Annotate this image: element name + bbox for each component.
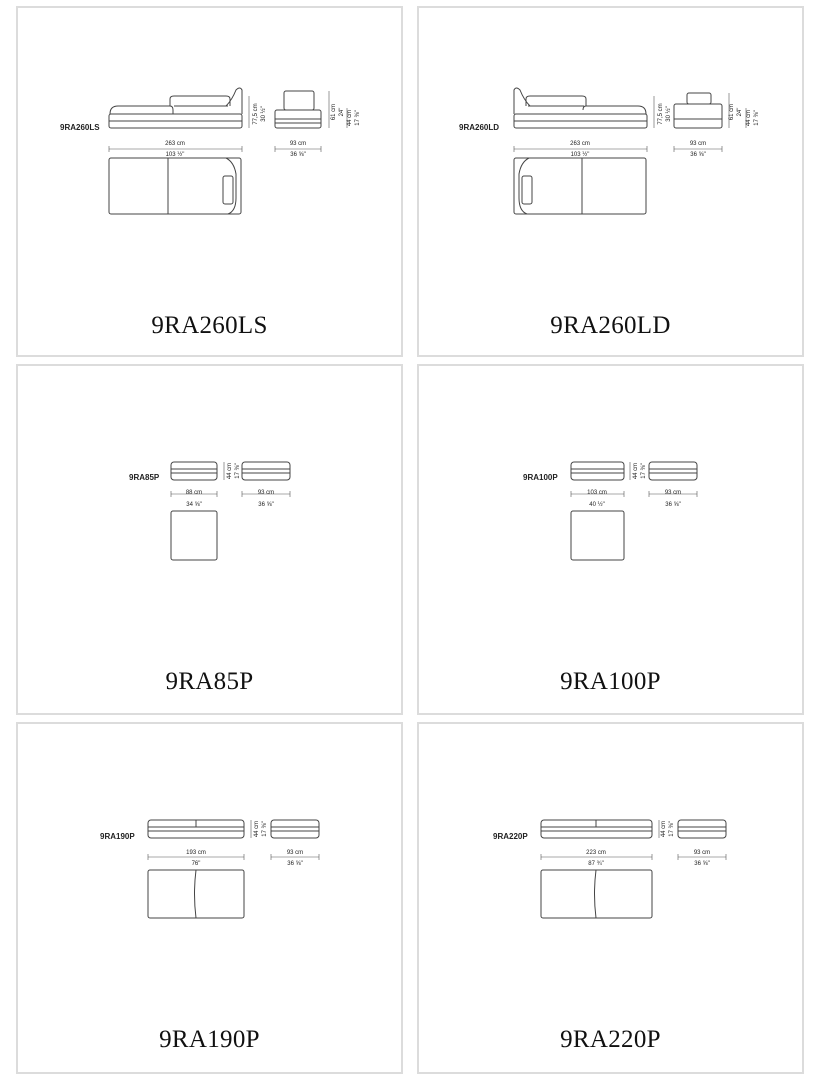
height-cm-label: 77,5 cm: [658, 103, 664, 125]
product-code-label: 9RA190P: [100, 832, 135, 841]
back-in-label: 24": [737, 107, 743, 117]
width-cm-label: 263 cm: [165, 141, 185, 147]
side-width-in-label: 36 ⅝": [290, 152, 306, 158]
height-in-label: 30 ½": [261, 106, 267, 122]
front-view-drawing: [171, 462, 217, 480]
front-view-drawing: [109, 88, 242, 128]
seat-cm-label: 44 cm: [661, 820, 667, 838]
width-in-label: 103 ½": [165, 152, 185, 158]
side-width-cm-label: 93 cm: [257, 490, 275, 496]
side-width-cm-label: 93 cm: [664, 490, 682, 496]
side-view-drawing: [649, 462, 697, 480]
side-width-in-label: 36 ⅝": [694, 861, 710, 867]
technical-drawing: [419, 366, 806, 717]
width-cm-label: 223 cm: [586, 850, 606, 856]
card-title: 9RA260LS: [151, 312, 268, 339]
front-view-drawing: [514, 88, 647, 128]
side-view-drawing: [275, 91, 321, 128]
width-cm-label: 193 cm: [186, 850, 206, 856]
side-width-in-label: 36 ⅝": [665, 502, 681, 508]
height-cm-label: 77,5 cm: [253, 103, 259, 125]
seat-in-label: 17 ⅜": [235, 463, 241, 479]
plan-view-drawing: [541, 870, 652, 918]
width-in-label: 103 ½": [570, 152, 590, 158]
plan-view-drawing: [171, 511, 217, 560]
product-card-9ra260ls[interactable]: [16, 6, 403, 357]
seat-cm-label: 44 cm: [633, 462, 639, 480]
width-cm-label: 88 cm: [185, 490, 203, 496]
seat-cm-label: 44 cm: [254, 820, 260, 838]
seat-in-label: 17 ⅜": [262, 821, 268, 837]
technical-drawing: [419, 724, 806, 1076]
plan-view-drawing: [571, 511, 624, 560]
side-width-cm-label: 93 cm: [689, 141, 707, 147]
card-title: 9RA100P: [560, 668, 661, 695]
seat-cm-label: 44 cm: [227, 462, 233, 480]
width-in-label: 40 ½": [589, 502, 605, 508]
side-view-drawing: [674, 93, 722, 128]
width-cm-label: 103 cm: [587, 490, 607, 496]
side-view-drawing: [271, 820, 319, 838]
seat-cm-label: 44 cm: [746, 109, 752, 127]
product-code-label: 9RA260LD: [459, 123, 500, 132]
plan-view-drawing: [514, 158, 646, 214]
width-in-label: 76": [191, 861, 201, 867]
back-cm-label: 61 cm: [331, 103, 337, 121]
product-card-9ra85p[interactable]: [16, 364, 403, 715]
product-code-label: 9RA85P: [129, 473, 160, 482]
technical-drawing: [419, 8, 806, 359]
height-in-label: 30 ½": [666, 106, 672, 122]
product-card-9ra100p[interactable]: [417, 364, 804, 715]
plan-view-drawing: [109, 158, 241, 214]
technical-drawing: [18, 724, 405, 1076]
card-title: 9RA260LD: [550, 312, 671, 339]
seat-in-label: 17 ⅜": [641, 463, 647, 479]
front-view-drawing: [571, 462, 624, 480]
back-in-label: 24": [339, 107, 345, 117]
side-width-in-label: 36 ⅝": [690, 152, 706, 158]
side-width-in-label: 36 ⅝": [287, 861, 303, 867]
product-card-9ra260ld[interactable]: [417, 6, 804, 357]
side-width-cm-label: 93 cm: [289, 141, 307, 147]
card-title: 9RA190P: [159, 1026, 260, 1053]
seat-in-label: 17 ⅜": [669, 821, 675, 837]
width-in-label: 34 ⅝": [186, 502, 202, 508]
plan-view-drawing: [148, 870, 244, 918]
front-view-drawing: [541, 820, 652, 838]
product-card-9ra220p[interactable]: [417, 722, 804, 1074]
product-code-label: 9RA100P: [523, 473, 558, 482]
width-in-label: 87 ¾": [588, 861, 604, 867]
card-title: 9RA220P: [560, 1026, 661, 1053]
side-view-drawing: [678, 820, 726, 838]
seat-in-label: 17 ⅜": [355, 110, 361, 126]
technical-drawing: [18, 8, 405, 359]
product-code-label: 9RA220P: [493, 832, 528, 841]
product-card-9ra190p[interactable]: [16, 722, 403, 1074]
side-width-cm-label: 93 cm: [286, 850, 304, 856]
product-code-label: 9RA260LS: [60, 123, 100, 132]
side-view-drawing: [242, 462, 290, 480]
side-width-cm-label: 93 cm: [693, 850, 711, 856]
card-title: 9RA85P: [165, 668, 254, 695]
back-cm-label: 61 cm: [729, 103, 735, 121]
width-cm-label: 263 cm: [570, 141, 590, 147]
seat-cm-label: 44 cm: [347, 109, 353, 127]
side-width-in-label: 36 ⅝": [258, 502, 274, 508]
technical-drawing: [18, 366, 405, 717]
front-view-drawing: [148, 820, 244, 838]
seat-in-label: 17 ⅜": [754, 110, 760, 126]
